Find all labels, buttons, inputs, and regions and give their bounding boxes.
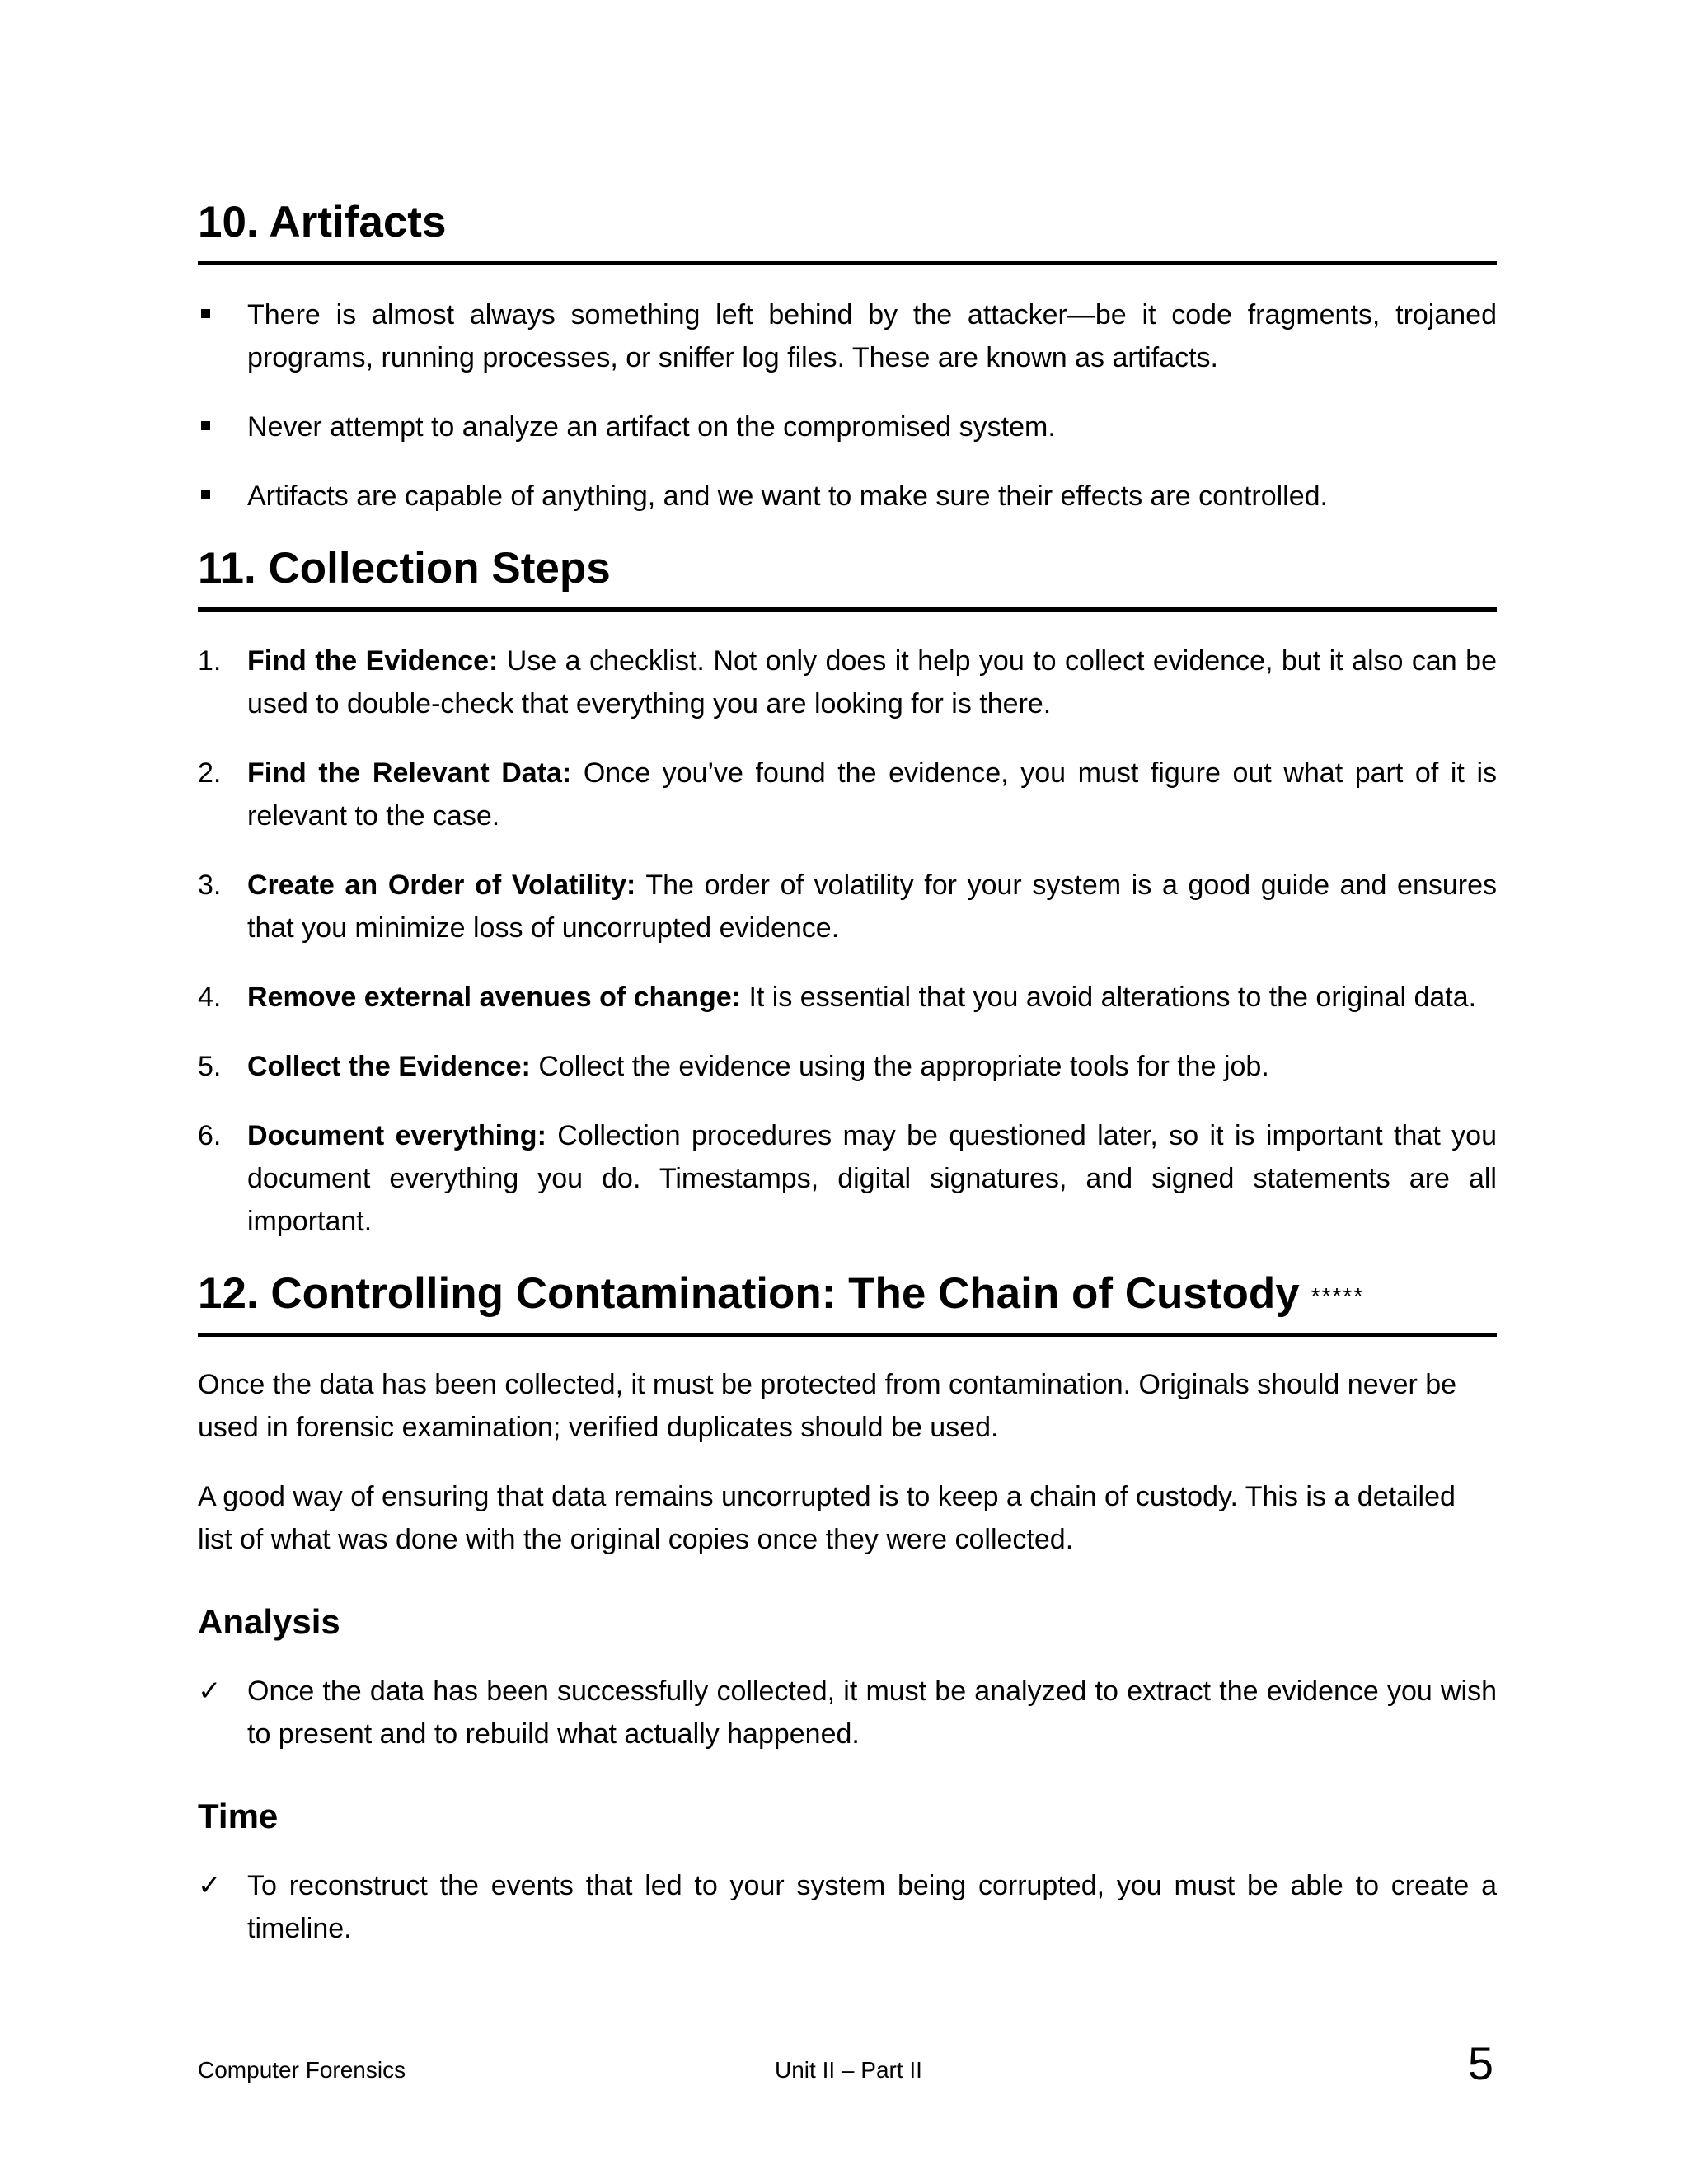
check-item-text: Once the data has been successfully collected, it must be analyzed to extract the evidence you wish to present and to rebuild what actually happened. (247, 1675, 1497, 1750)
list-item (198, 640, 1497, 725)
artifacts-bullet-list (198, 293, 1497, 518)
footer-unit-label: Unit II – Part II (775, 2057, 922, 2083)
list-item (198, 475, 1497, 518)
document-page (198, 198, 1497, 1976)
list-item (198, 1114, 1497, 1243)
importance-stars: ***** (1311, 1282, 1365, 1309)
step-text: Use a checklist. Not only does it help you to collect evidence, but it also can be used to double-check that everything you are looking for is there. (247, 644, 1497, 719)
checkmark-icon: ✓ (198, 1869, 222, 1901)
bullet-text: Artifacts are capable of anything, and we want to make sure their effects are controlled. (247, 480, 1328, 512)
footer-course-title: Computer Forensics (198, 2057, 406, 2083)
list-item (198, 1045, 1497, 1088)
subheading-analysis: Analysis (198, 1601, 340, 1641)
collection-steps-list (198, 640, 1497, 1243)
check-item-text: To reconstruct the events that led to your system being corrupted, you must be able to create a timeline. (247, 1869, 1497, 1944)
square-bullet-icon (198, 293, 239, 336)
section-heading-chain-of-custody (198, 1269, 1497, 1337)
section-collection-steps (198, 544, 1497, 1243)
step-term: Remove external avenues of change: (247, 981, 742, 1013)
step-text: Once you’ve found the evidence, you must figure out what part of it is relevant to the case. (247, 757, 1497, 832)
list-item (198, 864, 1497, 949)
section-heading-collection-steps: 11. Collection Steps (198, 544, 1497, 612)
paragraph: Once the data has been collected, it must be protected from contamination. Originals should never be used in forensic examination; verified duplicates should be used. (198, 1368, 1457, 1443)
heading-text: 12. Controlling Contamination: The Chain of Custody (198, 1268, 1300, 1318)
step-term: Collect the Evidence: (247, 1050, 531, 1082)
step-term: Create an Order of Volatility: (247, 869, 636, 901)
bullet-text: Never attempt to analyze an artifact on the compromised system. (247, 410, 1056, 443)
checkmark-icon: ✓ (198, 1675, 222, 1707)
analysis-check-list (198, 1670, 1497, 1755)
step-text: Collection procedures may be questioned later, so it is important that you document everything you do. Timestamps, digital signatures, and signed statements are all important. (247, 1119, 1497, 1237)
step-number: 1. (198, 644, 222, 677)
subheading-time: Time (198, 1796, 279, 1835)
list-item (198, 293, 1497, 379)
section-heading-artifacts: 10. Artifacts (198, 198, 1497, 265)
step-number: 3. (198, 869, 222, 901)
step-text: The order of volatility for your system is a good guide and ensures that you minimize loss of uncorrupted evidence. (247, 869, 1498, 944)
bullet-text: There is almost always something left behind by the attacker—be it code fragments, trojaned programs, running processes, or sniffer log files. These are known as artifacts. (247, 298, 1497, 373)
page-footer (198, 2032, 1497, 2090)
list-item (198, 1670, 1497, 1755)
step-number: 5. (198, 1050, 222, 1082)
square-bullet-icon (198, 405, 239, 448)
step-text: It is essential that you avoid alterations to the original data. (741, 981, 1477, 1013)
step-term: Find the Evidence: (247, 644, 499, 677)
step-text: Collect the evidence using the appropriate tools for the job. (530, 1050, 1269, 1082)
section-artifacts (198, 198, 1497, 518)
page-number: 5 (1467, 2037, 1493, 2089)
section-chain-of-custody (198, 1269, 1497, 1950)
list-item (198, 405, 1497, 448)
list-item (198, 1864, 1497, 1950)
step-number: 4. (198, 981, 222, 1013)
list-item (198, 976, 1497, 1019)
step-term: Document everything: (247, 1119, 546, 1151)
step-number: 6. (198, 1119, 222, 1151)
step-number: 2. (198, 757, 222, 789)
time-check-list (198, 1864, 1497, 1950)
square-bullet-icon (198, 475, 239, 518)
paragraph: A good way of ensuring that data remains uncorrupted is to keep a chain of custody. This is a detailed list of what was done with the original copies once they were collected. (198, 1480, 1456, 1555)
step-term: Find the Relevant Data: (247, 757, 572, 789)
list-item (198, 752, 1497, 837)
